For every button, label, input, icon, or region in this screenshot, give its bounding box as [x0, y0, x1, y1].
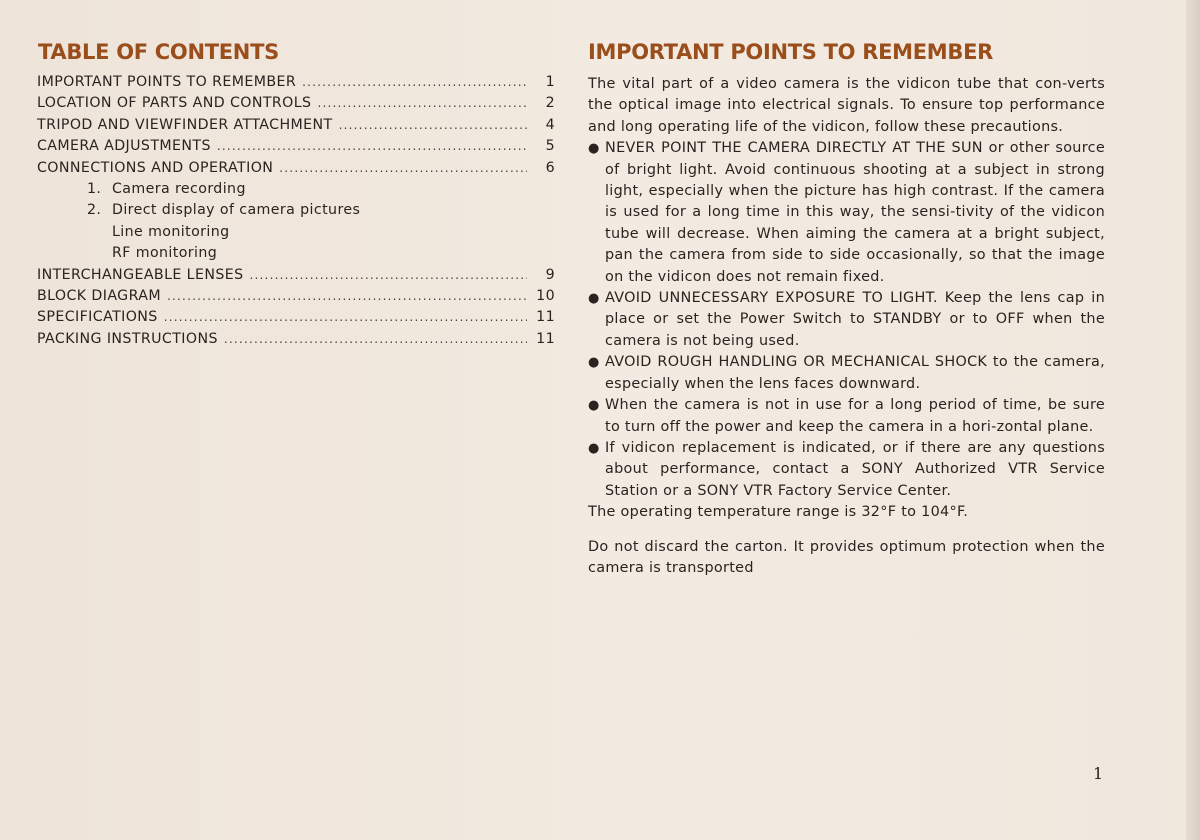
toc-entry-label: IMPORTANT POINTS TO REMEMBER [37, 74, 297, 90]
toc-entry-page: 9 [545, 266, 555, 283]
toc-entry-page: 2 [545, 95, 555, 112]
dot-leader [167, 289, 527, 303]
page-edge [1186, 0, 1200, 840]
toc-entry [37, 95, 555, 116]
toc-entry-label: INTERCHANGEABLE LENSES [37, 266, 244, 283]
dot-leader [279, 161, 527, 175]
bullet-icon: ● [588, 141, 600, 157]
bullet-text: NEVER POINT THE CAMERA DIRECTLY AT THE SUN or other source of bright light. Avoid continuous shooting at a subject in strong light, especially when the picture has high contrast. If the camera is used for a long time in this way, the sensi-tivity of the vidicon tube will decrease. When aiming the camera at a bright subject, pan the camera from side to side occasionally, so that the image on the vidicon does not remain fixed. [605, 140, 1105, 285]
intro-paragraph: The vital part of a video camera is the vidicon tube that con-verts the optical image into electrical signals. To ensure top performance and long operating life of the vidicon, follow these precautions. [588, 76, 1105, 135]
toc-subentry-text: Camera recording [112, 180, 246, 197]
dot-leader [217, 139, 527, 153]
bullet-item [588, 352, 1105, 395]
dot-leader [224, 332, 527, 346]
toc-subsubentry: RF monitoring [112, 245, 218, 262]
carton-note: Do not discard the carton. It provides optimum protection when the camera is transported [588, 538, 1105, 576]
toc-entry-page: 10 [536, 287, 555, 304]
bullet-icon: ● [588, 440, 600, 456]
toc-entry-page: 6 [545, 159, 555, 176]
toc-entry-page: 5 [545, 138, 555, 155]
table-of-contents [37, 74, 555, 352]
toc-entry-label: CONNECTIONS AND OPERATION [37, 159, 274, 176]
toc-entry [37, 288, 555, 309]
dot-leader [302, 75, 527, 89]
bullet-icon: ● [588, 355, 600, 371]
toc-entry-page: 11 [536, 330, 555, 347]
toc-entry-label: CAMERA ADJUSTMENTS [37, 138, 211, 155]
bullet-item [588, 138, 1105, 288]
dot-leader [317, 96, 527, 110]
toc-entry [37, 160, 555, 181]
bullet-icon: ● [588, 398, 600, 414]
toc-entry [37, 117, 555, 138]
toc-subentry [37, 181, 555, 202]
dot-leader [339, 118, 527, 132]
toc-entry-label: LOCATION OF PARTS AND CONTROLS [37, 95, 312, 112]
toc-entry [37, 74, 555, 95]
toc-subentry-number: 2. [87, 202, 102, 219]
bullet-text: If vidicon replacement is indicated, or if there are any questions about performance, contact a SONY Authorized VTR Service Station or a SONY VTR Factory Service Center. [605, 439, 1105, 499]
bullet-text: AVOID UNNECESSARY EXPOSURE TO LIGHT. Keep the lens cap in place or set the Power Switch to STANDBY or to OFF when the camera is not being used. [605, 290, 1105, 349]
toc-subentry [37, 202, 555, 223]
dot-leader [164, 310, 527, 324]
dot-leader [250, 268, 527, 282]
toc-entry-label: TRIPOD AND VIEWFINDER ATTACHMENT [37, 116, 333, 133]
points-heading: IMPORTANT POINTS TO REMEMBER [588, 40, 993, 64]
toc-heading: TABLE OF CONTENTS [38, 40, 279, 64]
toc-entry [37, 331, 555, 352]
bullet-item [588, 288, 1105, 352]
toc-entry-label: SPECIFICATIONS [37, 309, 158, 326]
bullet-icon: ● [588, 291, 600, 307]
bullet-item [588, 395, 1105, 438]
toc-entry-label: PACKING INSTRUCTIONS [37, 330, 218, 347]
page-number: 1 [1093, 764, 1104, 783]
toc-entry-page: 11 [536, 309, 555, 326]
toc-entry [37, 267, 555, 288]
toc-subentry-number: 1. [87, 180, 102, 197]
toc-entry [37, 138, 555, 159]
toc-entry-page: 1 [545, 74, 555, 90]
toc-subentry-text: Direct display of camera pictures [112, 202, 361, 219]
points-body [588, 74, 1105, 579]
toc-entry-page: 4 [545, 116, 555, 133]
bullet-text: AVOID ROUGH HANDLING OR MECHANICAL SHOCK to the camera, especially when the lens faces downward. [605, 354, 1105, 392]
toc-entry [37, 309, 555, 330]
bullet-text: When the camera is not in use for a long period of time, be sure to turn off the power and keep the camera in a hori-zontal plane. [605, 397, 1105, 435]
toc-subsubentry: Line monitoring [112, 223, 230, 240]
bullet-item [588, 438, 1105, 502]
toc-entry-label: BLOCK DIAGRAM [37, 287, 162, 304]
temperature-note: The operating temperature range is 32°F to 104°F. [588, 504, 969, 521]
